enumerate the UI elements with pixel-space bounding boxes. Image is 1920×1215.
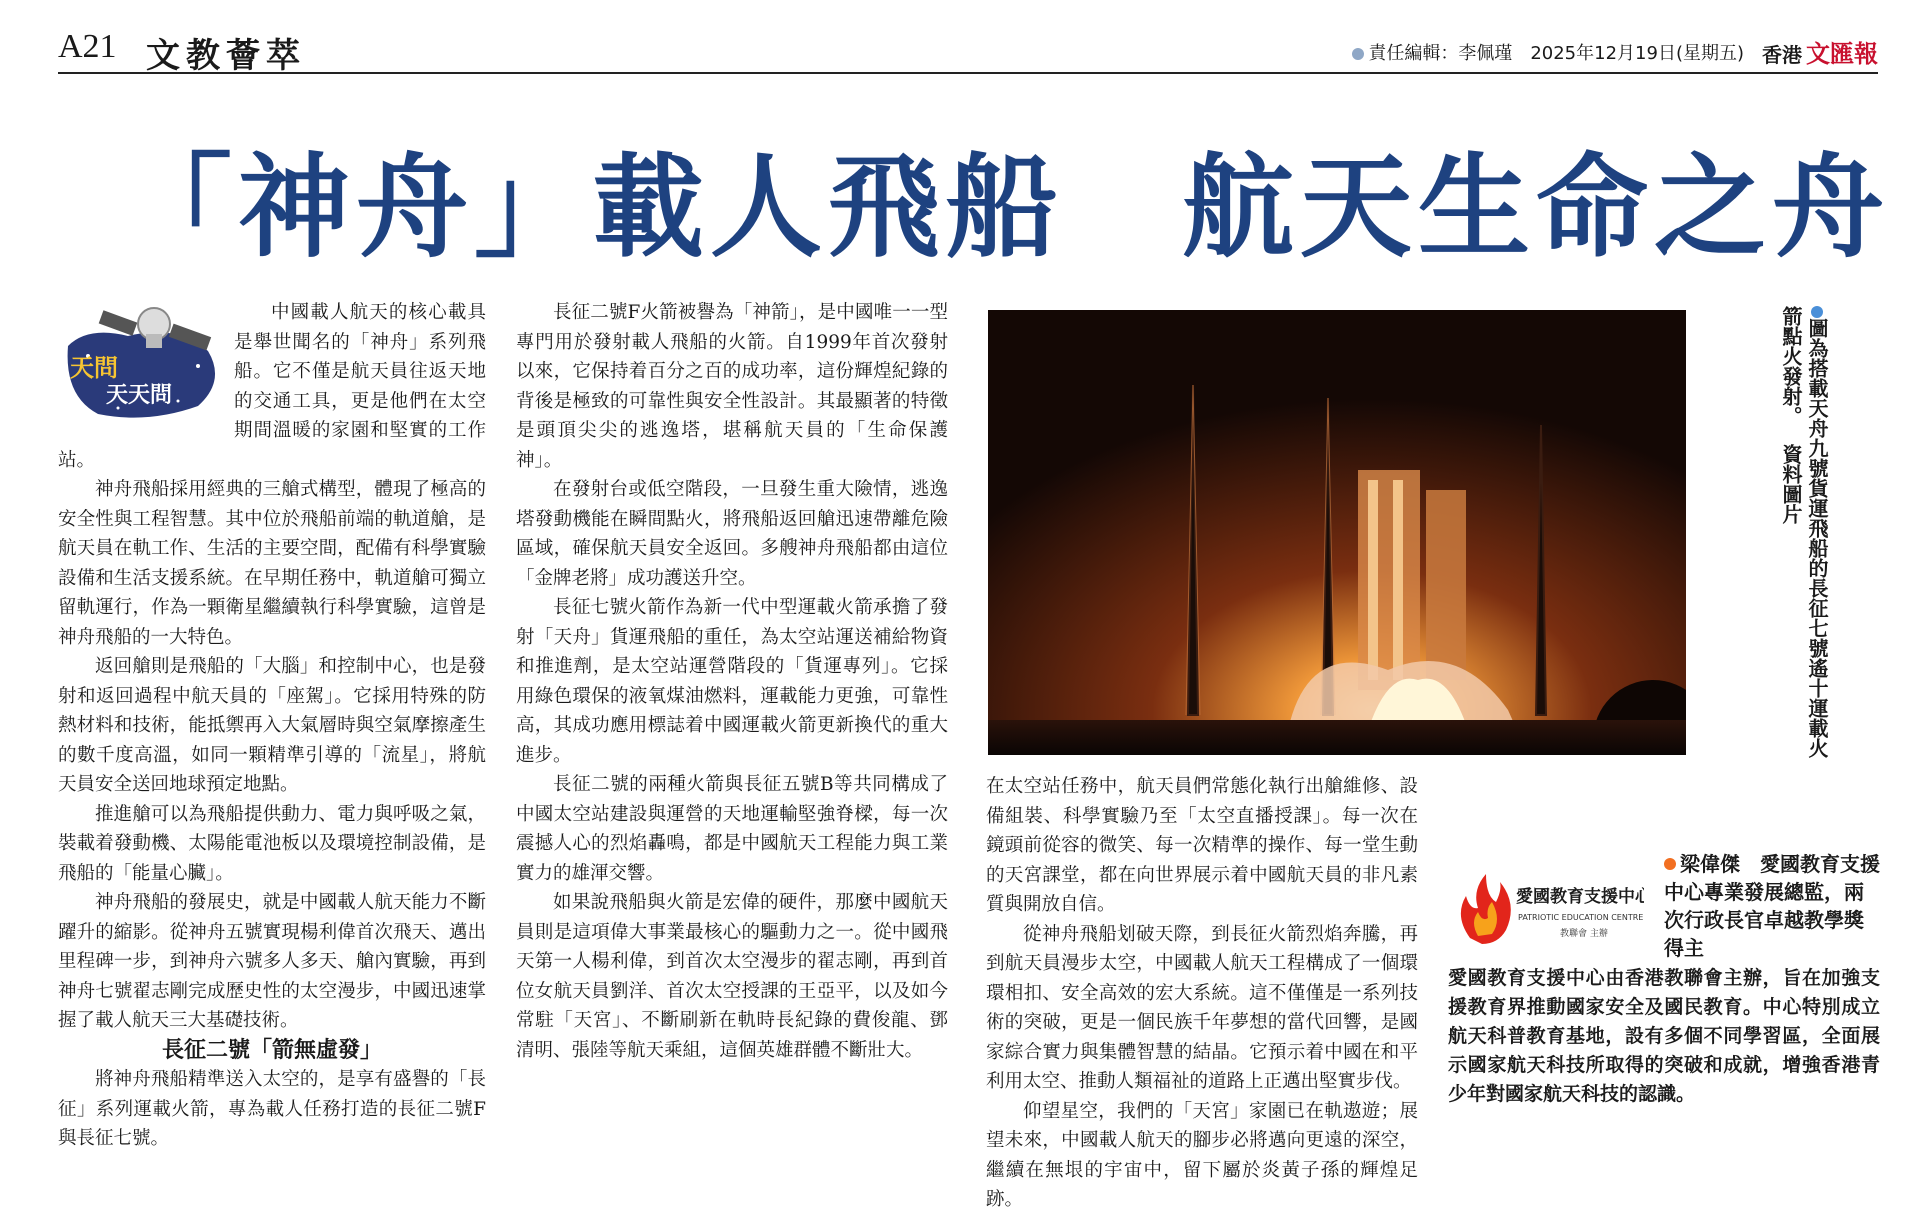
bullet-icon bbox=[1811, 306, 1823, 318]
paragraph: 將神舟飛船精準送入太空的，是享有盛譽的「長征」系列運載火箭，專為載人任務打造的長征二號F與長征七號。 bbox=[58, 1069, 486, 1149]
headline: 「神舟」載人飛船 航天生命之舟 bbox=[120, 142, 1890, 273]
paragraph: 在發射台或低空階段，一旦發生重大險情，逃逸塔發動機能在瞬間點火，將飛船返回艙迅速帶離危險區域，確保航天員安全返回。多艘神舟飛船都由這位「金牌老將」成功護送升空。 bbox=[516, 479, 948, 589]
author-byline bbox=[1664, 850, 1882, 962]
author-title: 愛國教育支援中心專業發展總監，兩次行政長官卓越教學獎得主 bbox=[1664, 852, 1880, 960]
photo-caption bbox=[1690, 306, 1830, 766]
paragraph: 長征七號火箭作為新一代中型運載火箭承擔了發射「天舟」貨運飛船的重任，為太空站運送補給物資和推進劑，是太空站運營階段的「貨運專列」。它採用綠色環保的液氧煤油燃料，運載能力更強，可靠性高，其成功應用標誌着中國運載火箭更新換代的重大進步。 bbox=[516, 597, 948, 766]
paragraph: 長征二號F火箭被譽為「神箭」，是中國唯一一型專門用於發射載人飛船的火箭。自1999年首次發射以來，它保持着百分之百的成功率，這份輝煌紀錄的背後是極致的可靠性與安全性設計。其最顯著的特徵是頭頂尖尖的逃逸塔，堪稱航天員的「生命保護神」。 bbox=[516, 302, 948, 471]
pec-logo-sub: 教聯會 主辦 bbox=[1560, 929, 1608, 939]
caption-text: 圖為搭載天舟九號貨運飛船的長征七號遙十運載火箭點火發射。 bbox=[1779, 306, 1829, 758]
pec-logo bbox=[1452, 868, 1644, 948]
paragraph: 在太空站任務中，航天員們常態化執行出艙維修、設備組裝、科學實驗乃至「太空直播授課」。每一次在鏡頭前從容的微笑、每一次精準的操作、每一堂生動的天宮課堂，都在向世界展示着中國航天員的非凡素質與開放自信。 bbox=[986, 776, 1418, 915]
paragraph: 返回艙則是飛船的「大腦」和控制中心，也是發射和返回過程中航天員的「座駕」。它採用特殊的防熱材料和技術，能抵禦再入大氣層時與空氣摩擦產生的數千度高溫，如同一顆精準引導的「流星」，將航天員安全送回地球預定地點。 bbox=[58, 656, 486, 795]
paragraph: 如果說飛船與火箭是宏偉的硬件，那麼中國航天員則是這項偉大事業最核心的驅動力之一。從中國飛天第一人楊利偉，到首次太空漫步的翟志剛，再到首位女航天員劉洋、首次太空授課的王亞平，以及如今常駐「天宮」、不斷刷新在軌時長紀錄的費俊龍、鄧清明、張陸等航天乘組，這個英雄群體不斷壯大。 bbox=[516, 892, 948, 1061]
paragraph: 神舟飛船採用經典的三艙式構型，體現了極高的安全性與工程智慧。其中位於飛船前端的軌道艙，是航天員在軌工作、生活的主要空間，配備有科學實驗設備和生活支援系統。在早期任務中，軌道艙可獨立留軌運行，作為一顆衛星繼續執行科學實驗，這曾是神舟飛船的一大特色。 bbox=[58, 479, 486, 648]
paragraph: 仰望星空，我們的「天宮」家園已在軌遨遊；展望未來，中國載人航天的腳步必將邁向更遠的深空，繼續在無垠的宇宙中，留下屬於炎黃子孫的輝煌足跡。 bbox=[986, 1100, 1418, 1210]
logo-text-2: 天天問 bbox=[106, 383, 173, 408]
article-column-2 bbox=[516, 298, 948, 1065]
paragraph: 中國載人航天的核心載具是舉世聞名的「神舟」系列飛船。它不僅是航天員往返天地的交通工具，更是他們在太空期間溫暖的家園和堅實的工作站。 bbox=[58, 302, 486, 471]
bullet-icon bbox=[1664, 858, 1676, 870]
rocket-launch-image bbox=[988, 310, 1686, 755]
author-name: 梁偉傑 bbox=[1680, 852, 1740, 876]
newspaper-name: 文匯報 bbox=[1806, 39, 1878, 68]
paragraph: 神舟飛船的發展史，就是中國載人航天能力不斷躍升的縮影。從神舟五號實現楊利偉首次飛天、邁出里程碑一步，到神舟六號多人多天、艙內實驗，再到神舟七號翟志剛完成歷史性的太空漫步，中國迅速掌握了載人航天三大基礎技術。 bbox=[58, 892, 486, 1031]
paragraph: 長征二號的兩種火箭與長征五號B等共同構成了中國太空站建設與運營的天地運輸堅強脊樑，每一次震撼人心的烈焰轟鳴，都是中國航天工程能力與工業實力的雄渾交響。 bbox=[516, 774, 948, 884]
paragraph: 推進艙可以為飛船提供動力、電力與呼吸之氣，裝載着發動機、太陽能電池板以及環境控制設備，是飛船的「能量心臟」。 bbox=[58, 803, 486, 884]
flame-logo-icon bbox=[1452, 868, 1644, 948]
pec-logo-en: PATRIOTIC EDUCATION CENTRE bbox=[1518, 913, 1644, 922]
article-column-3 bbox=[986, 772, 1418, 1215]
subheading: 長征二號「箭無虛發」 bbox=[161, 1036, 382, 1063]
pec-description: 愛國教育支援中心由香港教聯會主辦，旨在加強支援教育界推動國家安全及國民教育。中心特別成立航天科普教育基地，設有多個不同學習區，全面展示國家航天科技所取得的突破和成就，增強香港青少年對國家航天科技的認識。 bbox=[1448, 967, 1880, 1105]
logo-spacer bbox=[58, 298, 234, 426]
rocket-launch-photo bbox=[988, 310, 1686, 755]
bullet-icon bbox=[1352, 48, 1364, 60]
article-column-1 bbox=[58, 298, 486, 1154]
logo-text-1: 天問 bbox=[70, 354, 118, 382]
paragraph: 從神舟飛船划破天際，到長征火箭烈焰奔騰，再到航天員漫步太空，中國載人航天工程構成了一個環環相扣、安全高效的宏大系統。這不僅僅是一系列技術的突破，更是一個民族千年夢想的當代回響，是國家綜合實力與集體智慧的結晶。它預示着中國在和平利用太空、推動人類福祉的道路上正邁出堅實步伐。 bbox=[986, 923, 1418, 1092]
issue-date: 2025年12月19日(星期五) bbox=[1530, 42, 1744, 64]
header-info bbox=[1352, 34, 1878, 69]
editor-line bbox=[1352, 39, 1512, 65]
page-header bbox=[58, 22, 1878, 74]
page-number: A21 bbox=[58, 28, 117, 65]
editor: 責任編輯：李佩瑾 bbox=[1368, 42, 1513, 64]
region: 香港 bbox=[1762, 43, 1802, 67]
section-title: 文教薈萃 bbox=[146, 36, 306, 76]
newspaper-brand bbox=[1762, 34, 1878, 69]
pec-logo-cn: 愛國教育支援中心 bbox=[1516, 887, 1644, 907]
photo-credit: 資料圖片 bbox=[1779, 444, 1803, 524]
